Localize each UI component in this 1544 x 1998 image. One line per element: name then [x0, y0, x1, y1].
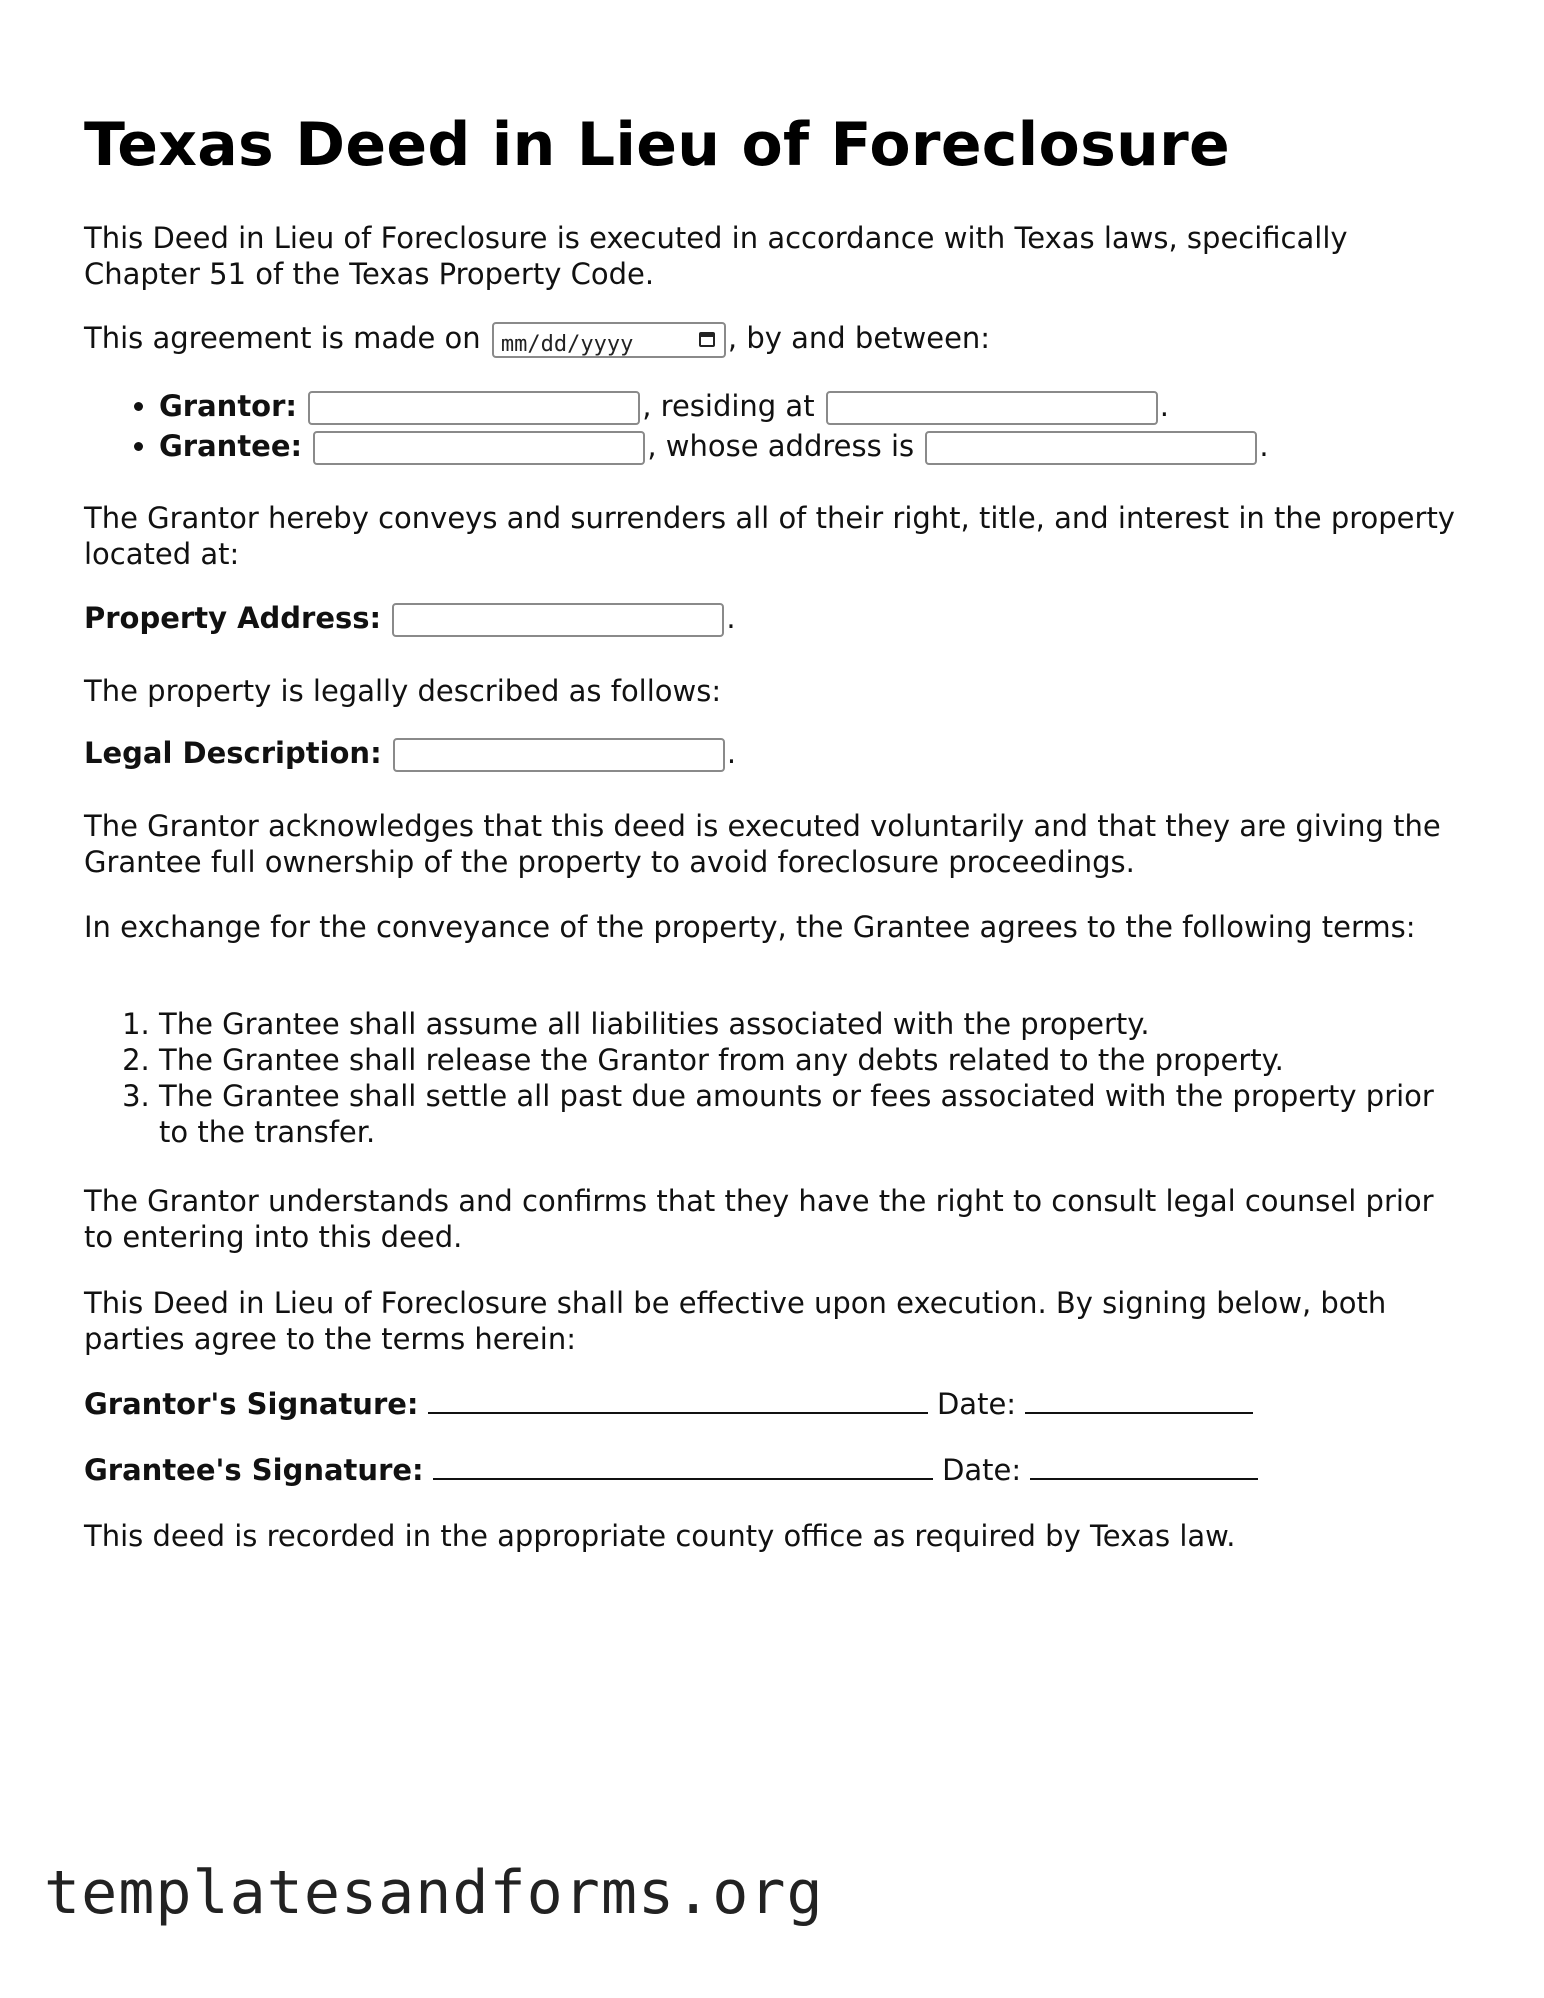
grantee-signature-label: Grantee's Signature: — [84, 1453, 424, 1487]
parties-list — [84, 386, 1269, 466]
grantee-date-label: Date: — [942, 1453, 1022, 1487]
grantor-end-period: . — [1159, 389, 1170, 423]
terms-list — [84, 1006, 1464, 1150]
grantee-address-text: , whose address is — [647, 429, 915, 463]
property-address-label: Property Address: — [84, 601, 382, 635]
legal-description-period: . — [726, 736, 737, 770]
grantor-residing-text: , residing at — [642, 389, 815, 423]
date-placeholder: mm/dd/yyyy — [500, 332, 634, 357]
grantee-signature-blank[interactable] — [433, 1452, 933, 1480]
grantee-signature-line — [84, 1452, 1464, 1488]
property-address-period: . — [726, 601, 736, 635]
grantor-date-blank[interactable] — [1025, 1386, 1253, 1414]
grantee-label: Grantee: — [159, 429, 303, 463]
agreement-prefix: This agreement is made on — [84, 321, 481, 355]
page-title: Texas Deed in Lieu of Foreclosure — [84, 110, 1230, 180]
grantee-item — [159, 426, 1269, 466]
grantee-address-input[interactable] — [925, 431, 1257, 465]
grantor-signature-label: Grantor's Signature: — [84, 1387, 419, 1421]
agreement-line — [84, 320, 1464, 358]
term-item: 1. The Grantee shall assume all liabilities associated with the property. — [159, 1006, 1464, 1042]
grantor-signature-blank[interactable] — [428, 1386, 928, 1414]
term-item: 3. The Grantee shall settle all past due amounts or fees associated with the property prior to the transfer. — [159, 1078, 1464, 1150]
effective-paragraph: This Deed in Lieu of Foreclosure shall be effective upon execution. By signing below, both parties agree to the terms herein: — [84, 1286, 1387, 1356]
grantor-date-label: Date: — [936, 1387, 1017, 1421]
counsel-paragraph: The Grantor understands and confirms that they have the right to consult legal counsel prior to entering into this deed. — [84, 1184, 1434, 1254]
property-address-input[interactable] — [392, 603, 724, 637]
exchange-paragraph: In exchange for the conveyance of the property, the Grantee agrees to the following terms: — [84, 910, 1416, 944]
grantor-signature-line — [84, 1386, 1464, 1422]
agreement-date-input[interactable] — [492, 322, 726, 358]
watermark-text: templatesandforms.org — [44, 1858, 824, 1928]
legal-description-line — [84, 735, 1464, 772]
grantor-name-input[interactable] — [308, 391, 640, 425]
intro-paragraph: This Deed in Lieu of Foreclosure is executed in accordance with Texas laws, specifically Chapter 51 of the Texas Property Code. — [84, 221, 1348, 291]
legal-description-label: Legal Description: — [84, 736, 382, 770]
grantee-name-input[interactable] — [313, 431, 645, 465]
grantor-item — [159, 386, 1269, 426]
property-address-line — [84, 600, 1464, 637]
acknowledge-paragraph: The Grantor acknowledges that this deed is executed voluntarily and that they are giving the Grantee full ownership of the property to avoid foreclosure proceedings. — [84, 809, 1441, 879]
legal-description-input[interactable] — [393, 738, 725, 772]
recorded-paragraph: This deed is recorded in the appropriate county office as required by Texas law. — [84, 1519, 1236, 1553]
convey-paragraph: The Grantor hereby conveys and surrenders all of their right, title, and interest in the property located at: — [84, 501, 1455, 571]
agreement-suffix: , by and between: — [727, 321, 991, 355]
grantee-date-blank[interactable] — [1030, 1452, 1258, 1480]
term-item: 2. The Grantee shall release the Grantor from any debts related to the property. — [159, 1042, 1464, 1078]
grantee-end-period: . — [1259, 429, 1269, 463]
grantor-address-input[interactable] — [826, 391, 1158, 425]
grantor-label: Grantor: — [159, 389, 298, 423]
calendar-icon[interactable] — [699, 332, 715, 347]
legal-intro-paragraph: The property is legally described as follows: — [84, 674, 722, 708]
